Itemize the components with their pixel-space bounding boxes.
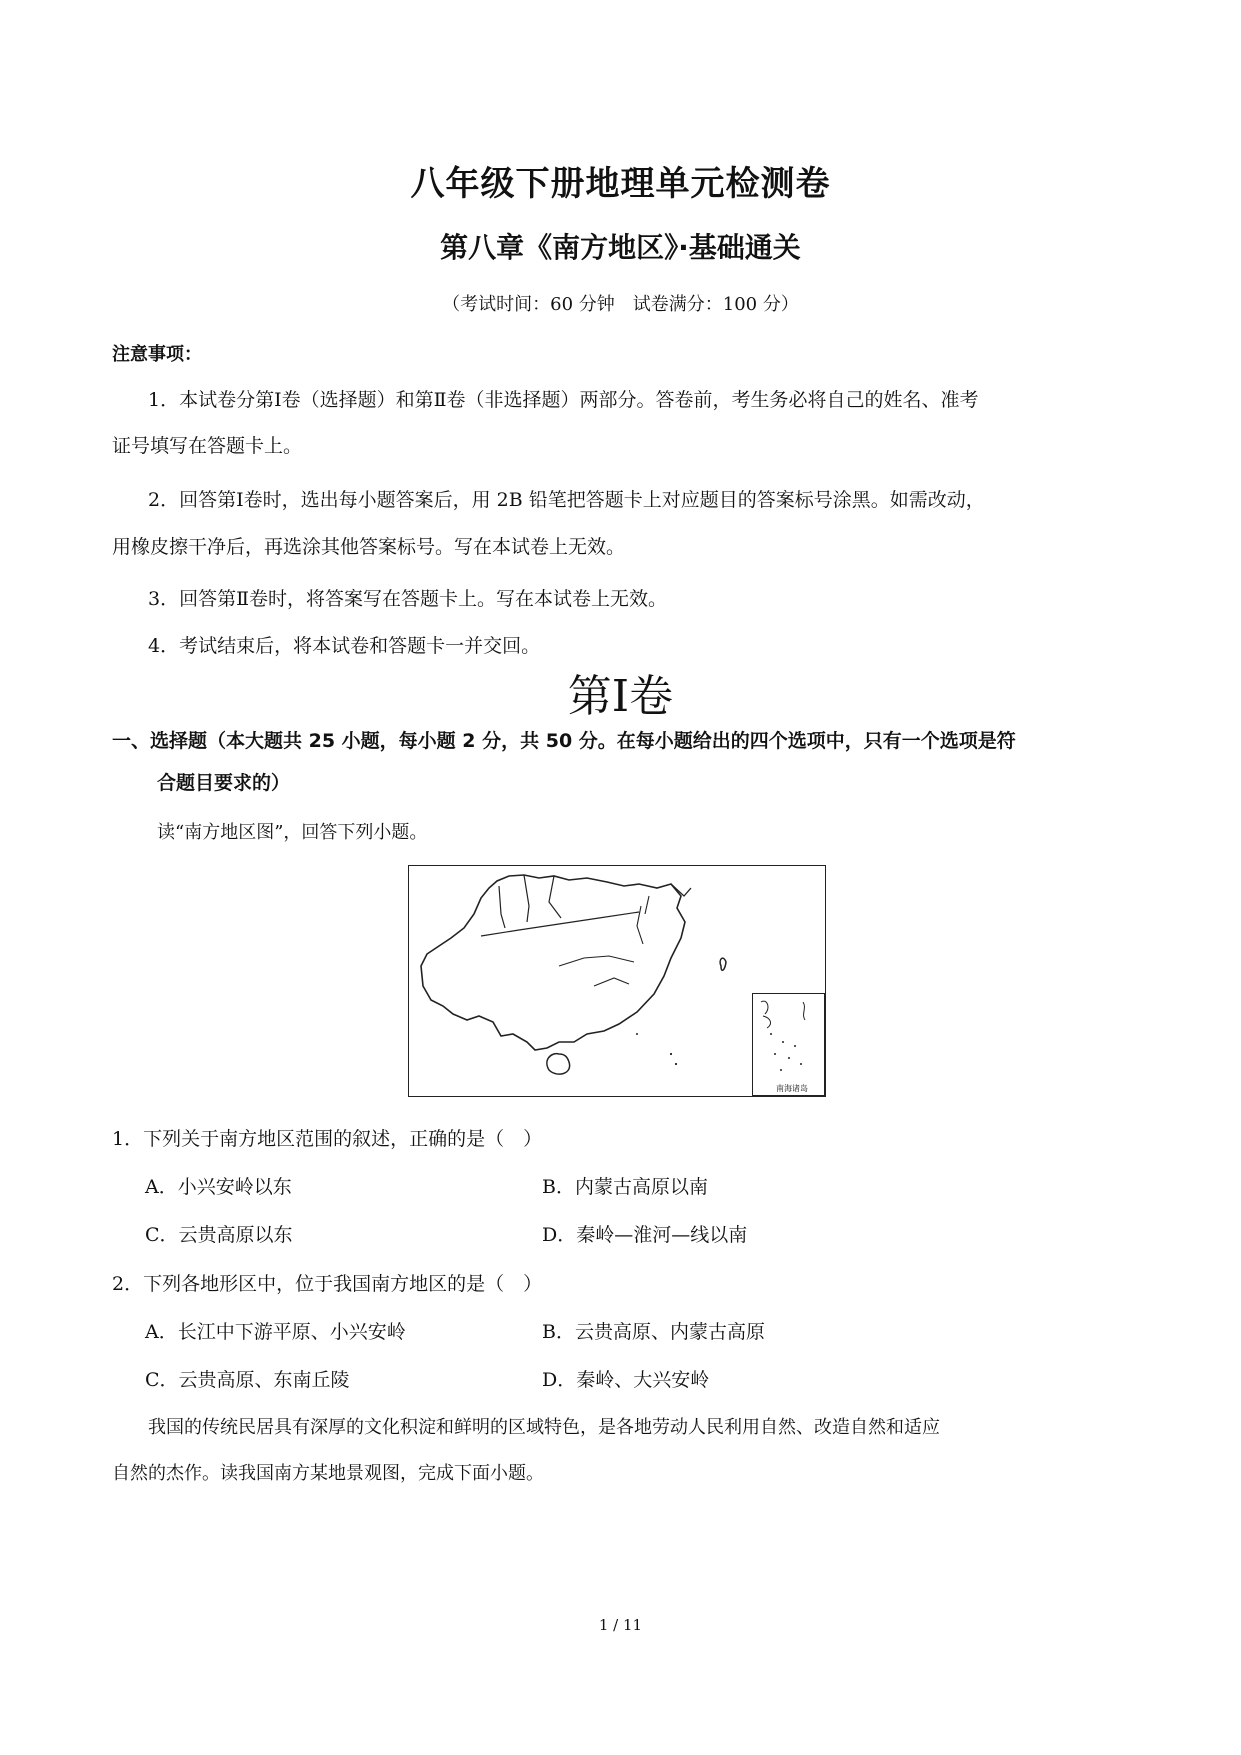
page-number: 1 / 11: [598, 1616, 643, 1634]
question-option: C．云贵高原、东南丘陵: [145, 1369, 350, 1391]
document-subtitle: 第八章《南方地区》·基础通关: [440, 231, 801, 264]
notes-heading: 注意事项：: [112, 344, 202, 365]
exam-meta: （考试时间：60 分钟 试卷满分：100 分）: [442, 294, 799, 315]
notes-item: 3．回答第Ⅱ卷时，将答案写在答题卡上。写在本试卷上无效。: [148, 588, 668, 610]
notes-item: 证号填写在答题卡上。: [112, 435, 303, 457]
notes-item: 1．本试卷分第Ⅰ卷（选择题）和第Ⅱ卷（非选择题）两部分。答卷前，考生务必将自己的姓名、准考: [148, 389, 979, 411]
question-stem: 2．下列各地形区中，位于我国南方地区的是（ ）: [112, 1273, 543, 1295]
south-china-sea-inset-map: [753, 994, 826, 1097]
section-heading-cont: 合题目要求的）: [157, 772, 291, 794]
notes-item: 4．考试结束后，将本试卷和答题卡一并交回。: [148, 635, 541, 657]
question-option: A．小兴安岭以东: [145, 1176, 292, 1198]
notes-item: 用橡皮擦干净后，再选涂其他答案标号。写在本试卷上无效。: [112, 536, 626, 558]
question-option: B．云贵高原、内蒙古高原: [542, 1321, 765, 1343]
question-option: C．云贵高原以东: [145, 1224, 293, 1246]
notes-item: 2．回答第Ⅰ卷时，选出每小题答案后，用 2B 铅笔把答题卡上对应题目的答案标号涂黑。如需改动，: [148, 489, 985, 511]
passage-text: 自然的杰作。读我国南方某地景观图，完成下面小题。: [112, 1463, 544, 1484]
question-option: D．秦岭、大兴安岭: [542, 1369, 710, 1391]
question-stem: 1．下列关于南方地区范围的叙述，正确的是（ ）: [112, 1128, 543, 1150]
section-heading: 一、选择题（本大题共 25 小题，每小题 2 分，共 50 分。在每小题给出的四个选项中，只有一个选项是符: [112, 730, 1016, 752]
inset-label: 南海诸岛: [776, 1084, 808, 1093]
document-title: 八年级下册地理单元检测卷: [410, 164, 831, 204]
south-china-sea-inset: [752, 993, 825, 1096]
volume-title: 第Ⅰ卷: [567, 671, 674, 722]
question-option: D．秦岭—淮河—线以南: [542, 1224, 748, 1246]
question-option: A．长江中下游平原、小兴安岭: [145, 1321, 406, 1343]
question-option: B．内蒙古高原以南: [542, 1176, 708, 1198]
passage-text: 我国的传统民居具有深厚的文化积淀和鲜明的区域特色，是各地劳动人民利用自然、改造自然和适应: [148, 1417, 940, 1438]
intro-text: 读“南方地区图”，回答下列小题。: [157, 822, 428, 843]
